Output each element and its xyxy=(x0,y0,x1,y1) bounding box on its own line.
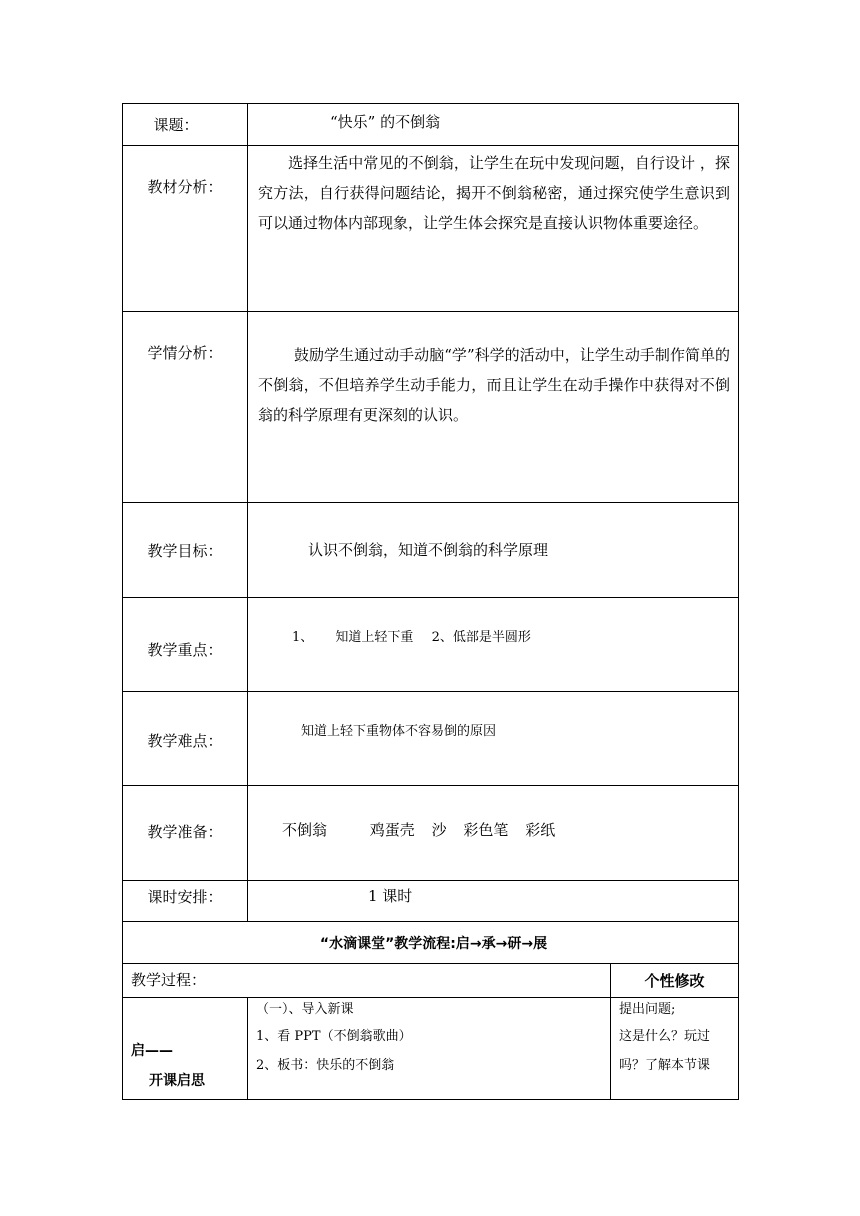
material-analysis-label: 教材分析： xyxy=(123,146,248,312)
row-teaching-prep xyxy=(123,786,739,881)
schedule-text: 1 课时 xyxy=(248,881,739,922)
stage-qi-notes xyxy=(611,998,739,1100)
stage-qi-note: 吗？了解本节课 xyxy=(619,1058,711,1073)
row-teaching-goal xyxy=(123,503,739,598)
stage-qi-name-line2: 开课启思 xyxy=(149,1073,205,1089)
material-analysis-text: 选择生活中常见的不倒翁，让学生在玩中发现问题，自行设计 ，探究方法，自行获得问题结论，揭开不倒翁秘密，通过探究使学生意识到可以通过物体内部现象，让学生体会探究是直接认识物体重要途径。 xyxy=(248,146,739,312)
row-schedule xyxy=(123,881,739,922)
topic-label: 课题： xyxy=(123,104,248,146)
topic-value: “快乐” 的不倒翁 xyxy=(248,104,739,146)
teaching-key-label: 教学重点： xyxy=(123,598,248,692)
teaching-key-item1-text: 知道上轻下重 xyxy=(335,630,414,645)
stage-qi-name-cell xyxy=(123,998,248,1100)
stage-qi-note: 这是什么？玩过 xyxy=(619,1029,711,1044)
prep-item: 沙 xyxy=(431,821,447,839)
lesson-plan-table xyxy=(122,103,739,1100)
row-student-analysis xyxy=(123,312,739,503)
stage-qi-note: 提出问题; xyxy=(619,1002,676,1017)
row-process-header xyxy=(123,964,739,998)
teaching-goal-text: 认识不倒翁，知道不倒翁的科学原理 xyxy=(248,503,739,598)
stage-qi-line: （一）、导入新课 xyxy=(256,1002,354,1017)
stage-qi-line: 1、看 PPT（不倒翁歌曲） xyxy=(256,1029,412,1044)
student-analysis-label: 学情分析： xyxy=(123,312,248,503)
student-analysis-text: 鼓励学生通过动手动脑“学”科学的活动中，让学生动手制作简单的不倒翁，不但培养学生动手能力，而且让学生在动手操作中获得对不倒翁的科学原理有更深刻的认识。 xyxy=(248,312,739,503)
stage-qi-content xyxy=(248,998,611,1100)
teaching-goal-label: 教学目标： xyxy=(123,503,248,598)
flow-title: “水滴课堂”教学流程:启→承→研→展 xyxy=(123,922,739,964)
teaching-prep-cell xyxy=(248,786,739,881)
teaching-prep-label: 教学准备： xyxy=(123,786,248,881)
teaching-key-cell xyxy=(248,598,739,692)
row-teaching-difficulty xyxy=(123,692,739,786)
process-label: 教学过程： xyxy=(123,964,611,998)
prep-item: 鸡蛋壳 xyxy=(369,821,415,839)
row-stage-qi xyxy=(123,998,739,1100)
teaching-key-item2: 2、低部是半圆形 xyxy=(431,630,531,645)
teaching-key-item1-number: 1、 xyxy=(292,630,314,645)
prep-item: 不倒翁 xyxy=(282,821,328,839)
personal-modification-header: 个性修改 xyxy=(611,964,739,998)
teaching-difficulty-text: 知道上轻下重物体不容易倒的原因 xyxy=(248,692,739,786)
row-flow-title xyxy=(123,922,739,964)
row-teaching-key xyxy=(123,598,739,692)
prep-item: 彩色笔 xyxy=(463,821,509,839)
schedule-label: 课时安排： xyxy=(123,881,248,922)
teaching-difficulty-label: 教学难点： xyxy=(123,692,248,786)
row-topic xyxy=(123,104,739,146)
row-material-analysis xyxy=(123,146,739,312)
stage-qi-line: 2、板书：快乐的不倒翁 xyxy=(256,1058,395,1073)
stage-qi-name-line1: 启—— xyxy=(131,1043,173,1059)
prep-item: 彩纸 xyxy=(525,821,556,839)
